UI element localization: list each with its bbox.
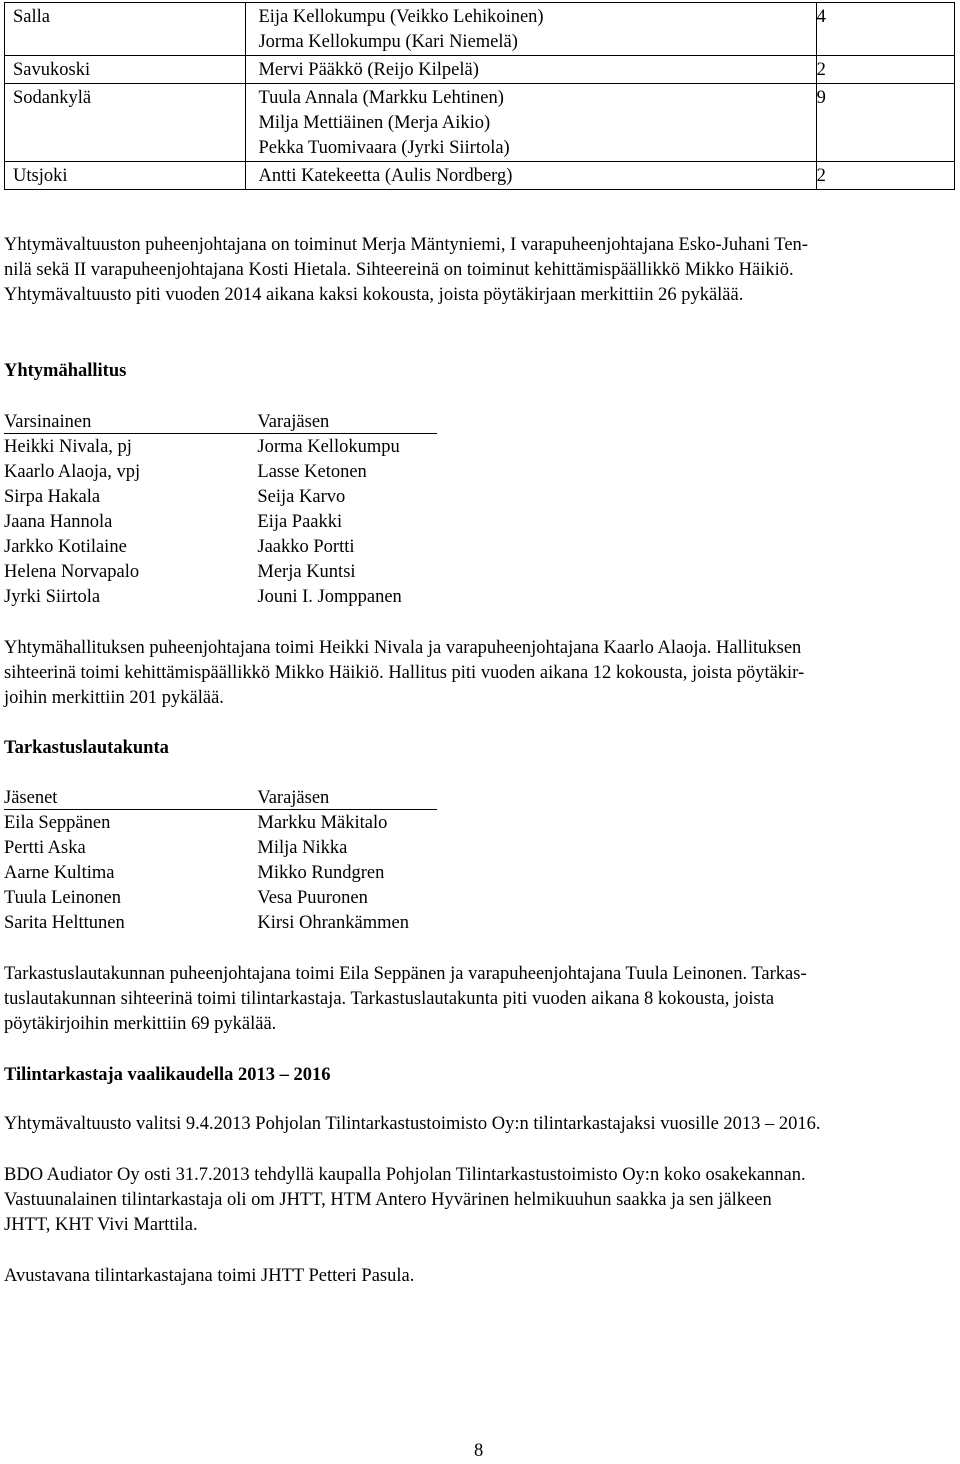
member-name: Pertti Aska — [4, 838, 86, 858]
member-name: Antti Katekeetta (Aulis Nordberg) — [258, 166, 513, 186]
deputy-name: Eija Paakki — [257, 512, 343, 532]
paragraph-line: pöytäkirjoihin merkittiin 69 pykälää. — [4, 1014, 277, 1034]
board-paragraph — [4, 636, 958, 711]
table-row — [5, 84, 955, 162]
list-item — [4, 886, 444, 911]
member-list — [246, 162, 816, 190]
member-list — [246, 84, 816, 162]
paragraph-line: nilä sekä II varapuheenjohtajana Kosti Hietala. Sihteereinä on toiminut kehittämispäällikkö Mikko Häikiö. — [4, 260, 794, 280]
table-row — [5, 162, 955, 190]
deputy-name: Seija Karvo — [257, 487, 346, 507]
header-underline — [4, 809, 437, 810]
member-name: Mervi Pääkkö (Reijo Kilpelä) — [258, 60, 479, 80]
deputy-name: Jorma Kellokumpu — [257, 437, 400, 457]
member-name: Jorma Kellokumpu (Kari Niemelä) — [258, 32, 518, 52]
list-item — [4, 560, 444, 585]
list-item — [4, 861, 444, 886]
member-count: 2 — [816, 56, 954, 84]
member-list — [246, 3, 816, 56]
municipality-name: Salla — [5, 3, 246, 56]
member-name: Jarkko Kotilaine — [4, 537, 127, 557]
page-number: 8 — [474, 1441, 484, 1461]
municipality-name: Savukoski — [5, 56, 246, 84]
list-item — [4, 585, 444, 610]
paragraph-line: Vastuunalainen tilintarkastaja oli om JHTT, HTM Antero Hyvärinen helmikuuhun saakka ja sen jälkeen — [4, 1190, 772, 1210]
auditor-paragraph-1: Yhtymävaltuusto valitsi 9.4.2013 Pohjolan Tilintarkastustoimisto Oy:n tilintarkastajaksi vuosille 2013 – 2016. — [4, 1114, 821, 1134]
table-row — [5, 3, 955, 56]
auditor-paragraph-2 — [4, 1163, 958, 1238]
municipality-name: Sodankylä — [5, 84, 246, 162]
section-heading-tarkastuslautakunta: Tarkastuslautakunta — [4, 738, 169, 758]
paragraph-line: sihteerinä toimi kehittämispäällikkö Mikko Häikiö. Hallitus piti vuoden aikana 12 kokousta, joista pöytäkir- — [4, 663, 805, 683]
member-name: Sirpa Hakala — [4, 487, 101, 507]
audit-committee-list — [4, 786, 444, 936]
list-item — [4, 435, 444, 460]
header-underline — [4, 433, 437, 434]
column-header-members: Jäsenet — [4, 788, 58, 808]
list-item — [4, 485, 444, 510]
list-item — [4, 535, 444, 560]
column-header-row — [4, 786, 444, 811]
paragraph-line: Yhtymävaltuusto piti vuoden 2014 aikana kaksi kokousta, joista pöytäkirjaan merkittiin 26 pykälää. — [4, 285, 744, 305]
municipality-name: Utsjoki — [5, 162, 246, 190]
column-header-regular: Varsinainen — [4, 412, 92, 432]
column-header-row — [4, 410, 444, 435]
member-name: Pekka Tuomivaara (Jyrki Siirtola) — [258, 138, 510, 158]
member-count: 9 — [816, 84, 954, 162]
member-name: Kaarlo Alaoja, vpj — [4, 462, 141, 482]
auditor-paragraph-3: Avustavana tilintarkastajana toimi JHTT Petteri Pasula. — [4, 1266, 415, 1286]
member-name: Aarne Kultima — [4, 863, 115, 883]
list-item — [4, 836, 444, 861]
member-name: Tuula Annala (Markku Lehtinen) — [258, 88, 504, 108]
member-name: Jaana Hannola — [4, 512, 113, 532]
list-item — [4, 460, 444, 485]
member-count: 4 — [816, 3, 954, 56]
paragraph-line: Yhtymähallituksen puheenjohtajana toimi Heikki Nivala ja varapuheenjohtajana Kaarlo Alaoja. Hallituksen — [4, 638, 802, 658]
section-heading-yhtymahallitus: Yhtymähallitus — [4, 361, 127, 381]
paragraph-line: BDO Audiator Oy osti 31.7.2013 tehdyllä kaupalla Pohjolan Tilintarkastustoimisto Oy:n koko osakekannan. — [4, 1165, 806, 1185]
section-heading-tilintarkastaja: Tilintarkastaja vaalikaudella 2013 – 2016 — [4, 1065, 331, 1085]
deputy-name: Kirsi Ohrankämmen — [257, 913, 409, 933]
member-name: Milja Mettiäinen (Merja Aikio) — [258, 113, 491, 133]
deputy-name: Merja Kuntsi — [257, 562, 356, 582]
table-row — [5, 56, 955, 84]
paragraph-line: Yhtymävaltuuston puheenjohtajana on toiminut Merja Mäntyniemi, I varapuheenjohtajana Esko-Juhani Ten- — [4, 235, 808, 255]
column-header-deputy: Varajäsen — [257, 412, 330, 432]
member-name: Eija Kellokumpu (Veikko Lehikoinen) — [258, 7, 544, 27]
member-name: Helena Norvapalo — [4, 562, 140, 582]
list-item — [4, 911, 444, 936]
deputy-name: Lasse Ketonen — [257, 462, 367, 482]
deputy-name: Jaakko Portti — [257, 537, 355, 557]
member-name: Tuula Leinonen — [4, 888, 121, 908]
member-name: Jyrki Siirtola — [4, 587, 101, 607]
deputy-name: Jouni I. Jomppanen — [257, 587, 402, 607]
board-members-list — [4, 410, 444, 610]
municipality-table — [4, 2, 955, 190]
deputy-name: Mikko Rundgren — [257, 863, 385, 883]
member-count: 2 — [816, 162, 954, 190]
member-name: Eila Seppänen — [4, 813, 111, 833]
deputy-name: Markku Mäkitalo — [257, 813, 388, 833]
member-list — [246, 56, 816, 84]
paragraph-line: Tarkastuslautakunnan puheenjohtajana toimi Eila Seppänen ja varapuheenjohtajana Tuula Leinonen. Tarkas- — [4, 964, 807, 984]
deputy-name: Milja Nikka — [257, 838, 348, 858]
paragraph-line: tuslautakunnan sihteerinä toimi tilintarkastaja. Tarkastuslautakunta piti vuoden aikana 8 kokousta, joista — [4, 989, 775, 1009]
paragraph-line: JHTT, KHT Vivi Marttila. — [4, 1215, 198, 1235]
council-paragraph — [4, 233, 958, 308]
list-item — [4, 510, 444, 535]
member-name: Heikki Nivala, pj — [4, 437, 132, 457]
column-header-deputy: Varajäsen — [257, 788, 330, 808]
member-name: Sarita Helttunen — [4, 913, 125, 933]
deputy-name: Vesa Puuronen — [257, 888, 368, 908]
list-item — [4, 811, 444, 836]
audit-committee-paragraph — [4, 962, 958, 1037]
paragraph-line: joihin merkittiin 201 pykälää. — [4, 688, 224, 708]
